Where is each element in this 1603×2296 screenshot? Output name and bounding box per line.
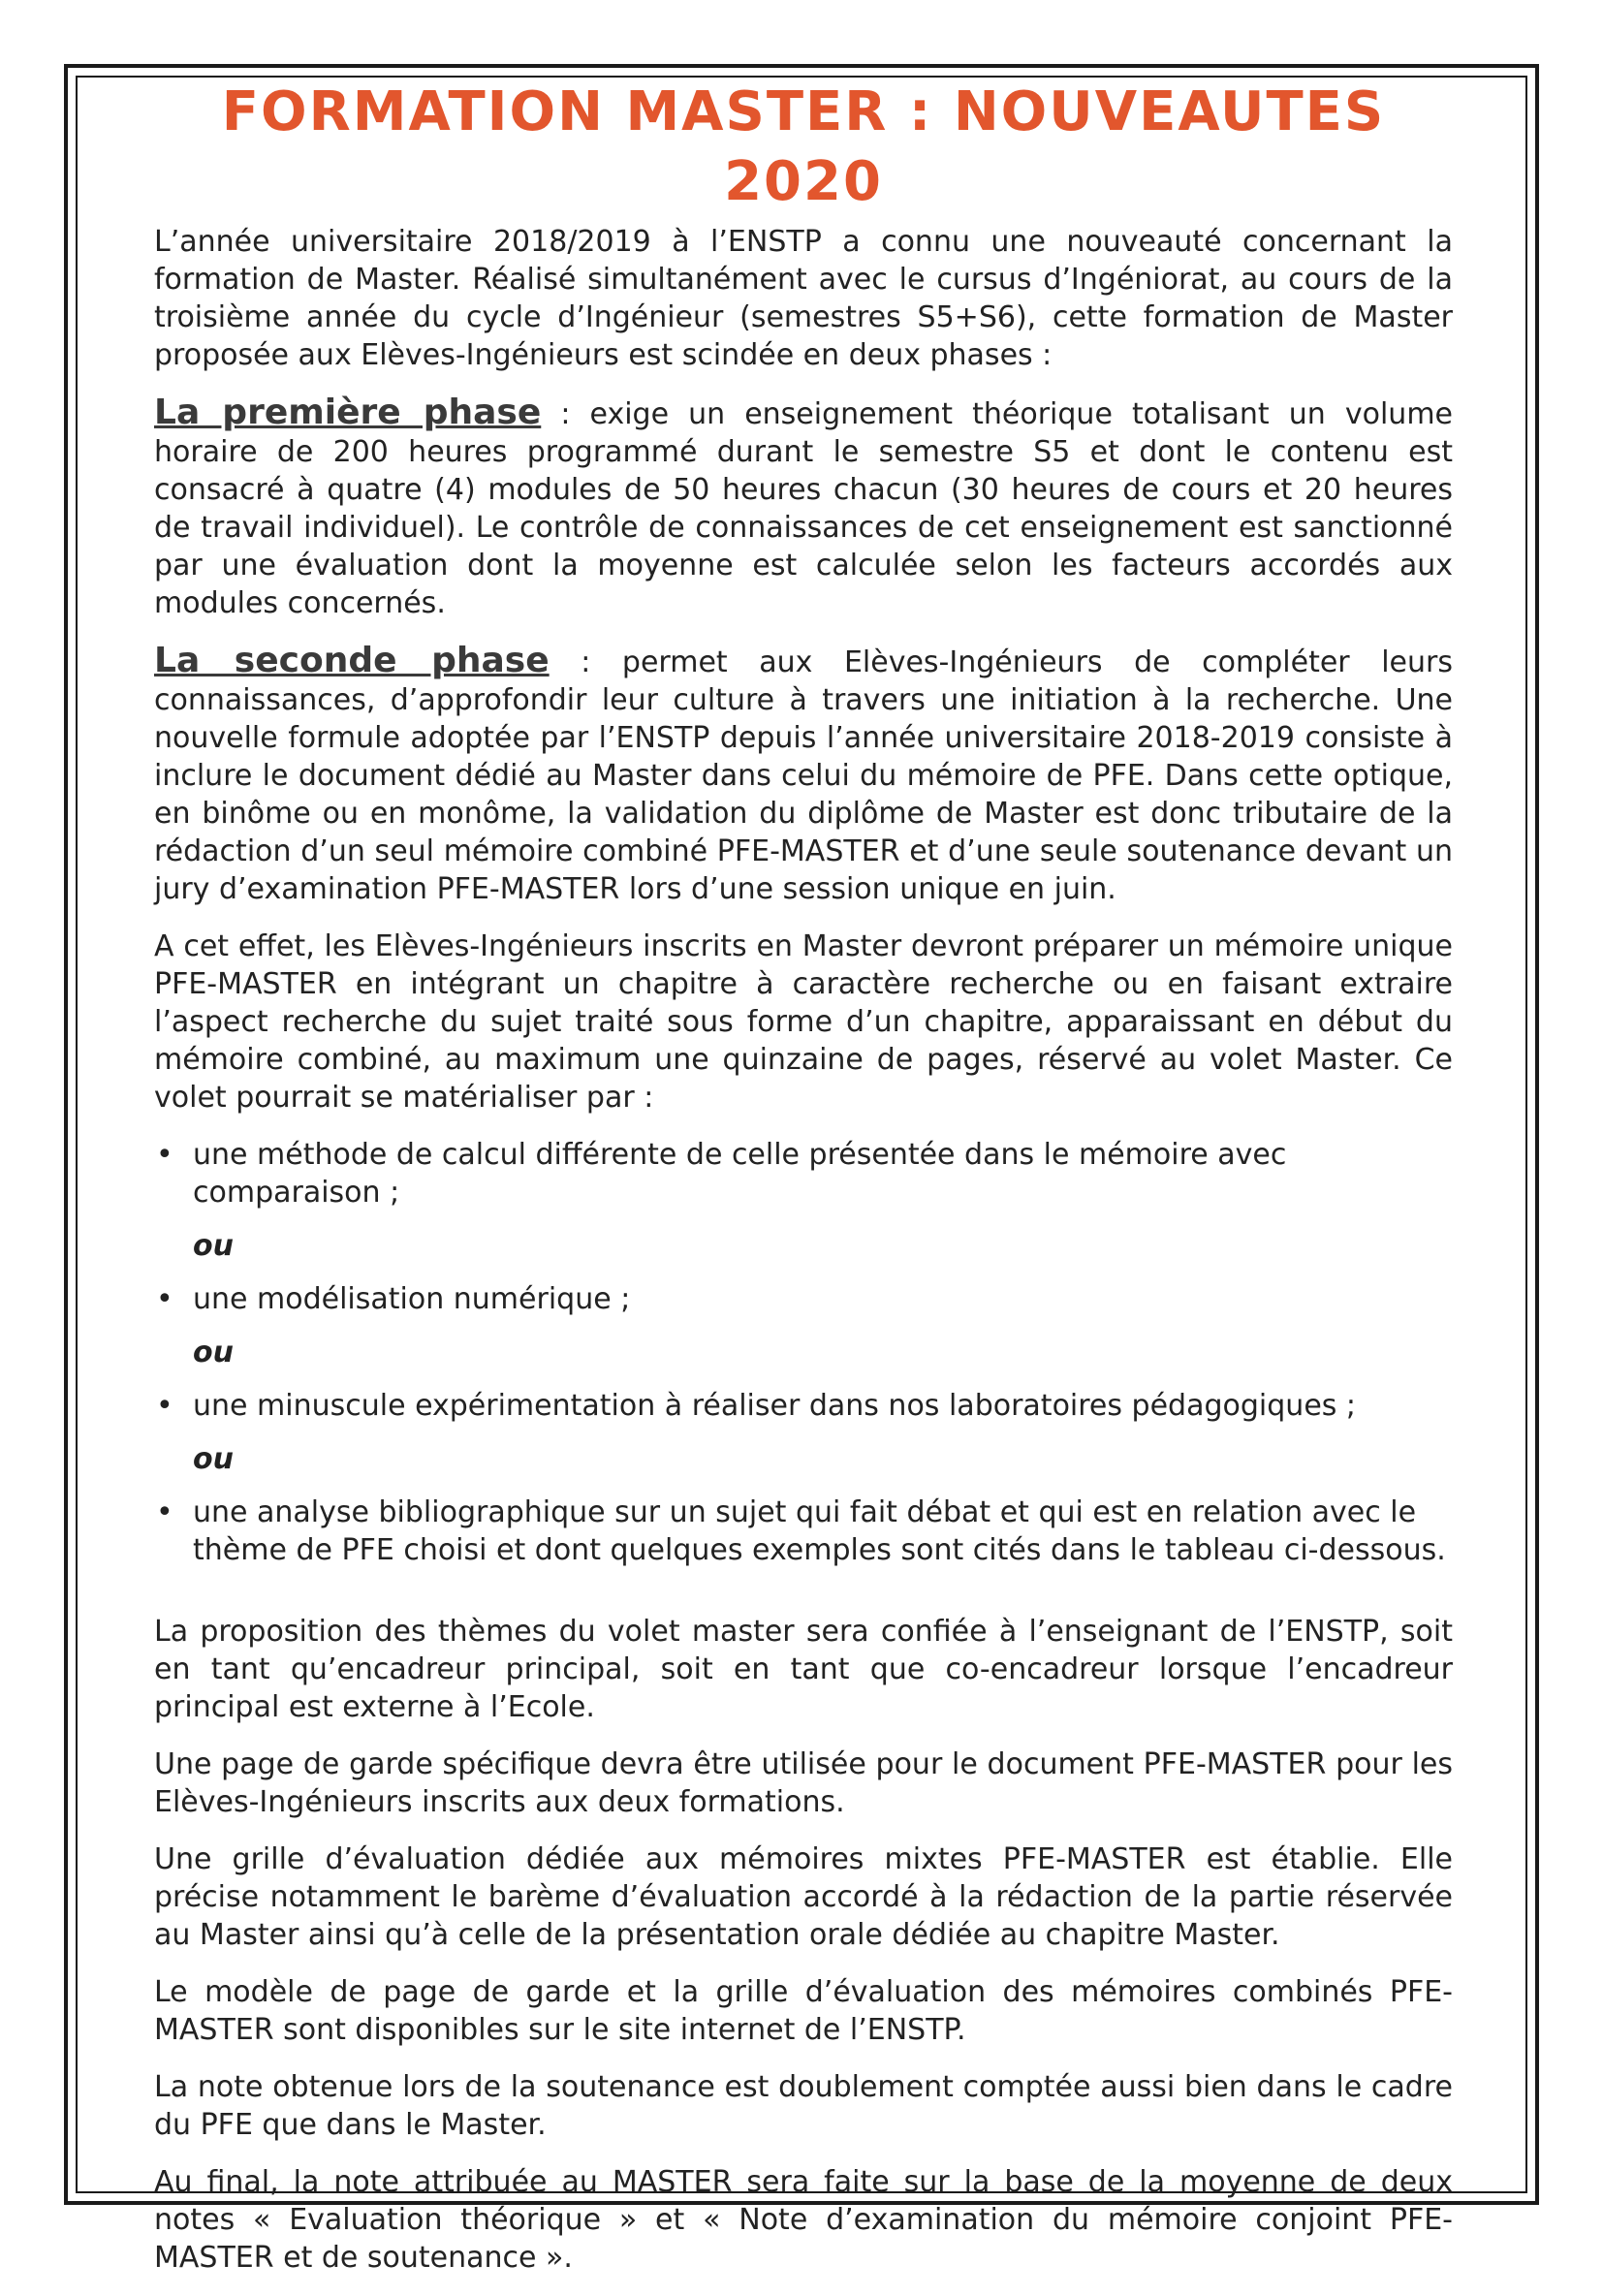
options-list [154, 1387, 1453, 1425]
or-separator: ou [193, 1229, 234, 1263]
options-list [154, 1136, 1453, 1211]
phase2-heading: La seconde phase [154, 641, 550, 680]
phase2-text: : permet aux Elèves-Ingénieurs de compléter leurs connaissances, d’approfondir leur culture à travers une initiation à la recherche. Une nouvelle formule adoptée par l’ENSTP depuis l’année universitaire 2018-2019 consiste à inclure le document dédié au Master dans celui du mémoire de PFE. Dans cette optique, en binôme ou en monôme, la validation du diplôme de Master est donc tributaire de la rédaction d’un seul mémoire combiné PFE-MASTER et d’une seule soutenance devant un jury d’examination PFE-MASTER lors d’une session unique en juin. [154, 645, 1453, 906]
option-text: une méthode de calcul différente de celle présentée dans le mémoire avec comparaison ; [193, 1138, 1287, 1210]
or-separator: ou [193, 1336, 234, 1369]
page-title: FORMATION MASTER : NOUVEAUTES 2020 [221, 80, 1386, 213]
effect-paragraph: A cet effet, les Elèves-Ingénieurs inscrits en Master devront préparer un mémoire unique PFE-MASTER en intégrant un chapitre à caractère recherche ou en faisant extraire l’aspect recherche du sujet traité sous forme d’un chapitre, apparaissant en début du mémoire combiné, au maximum une quinzaine de pages, réservé au volet Master. Ce volet pourrait se matérialiser par : [154, 929, 1453, 1115]
option-text: une modélisation numérique ; [193, 1282, 631, 1316]
document-body [154, 78, 1453, 2296]
phase1-paragraph [154, 393, 1453, 622]
bullet-icon: • [156, 1495, 173, 1529]
list-item [154, 1494, 1453, 1569]
phase1-text: : exige un enseignement théorique totalisant un volume horaire de 200 heures programmé durant le semestre S5 et dont le contenu est consacré à quatre (4) modules de 50 heures chacun (30 heures de cours et 20 heures de travail individuel). Le contrôle de connaissances de cet enseignement est sanctionné par une évaluation dont la moyenne est calculée selon les facteurs accordés aux modules concernés. [154, 397, 1453, 620]
options-list [154, 1280, 1453, 1318]
spacer [154, 1569, 1453, 1613]
option-text: une analyse bibliographique sur un sujet qui fait débat et qui est en relation avec le thème de PFE choisi et dont quelques exemples sont cités dans le tableau ci-dessous. [193, 1495, 1446, 1567]
phase2-paragraph [154, 642, 1453, 908]
bullet-icon: • [156, 1138, 173, 1172]
intro-paragraph: L’année universitaire 2018/2019 à l’ENSTP a connu une nouveauté concernant la formation de Master. Réalisé simultanément avec le cursus d’Ingéniorat, au cours de la troisième année du cycle d’Ingénieur (semestres S5+S6), cette formation de Master proposée aux Elèves-Ingénieurs est scindée en deux phases : [154, 225, 1453, 372]
list-item [154, 1136, 1453, 1211]
final-paragraph: Au final, la note attribuée au MASTER sera faite sur la base de la moyenne de deux notes « Evaluation théorique » et « Note d’examination du mémoire conjoint PFE-MASTER et de soutenance ». [154, 2165, 1453, 2275]
bullet-icon: • [156, 1389, 173, 1423]
evaluation-grid-paragraph: Une grille d’évaluation dédiée aux mémoires mixtes PFE-MASTER est établie. Elle précise notamment le barème d’évaluation accordé à la rédaction de la partie réservée au Master ainsi qu’à celle de la présentation orale dédiée au chapitre Master. [154, 1842, 1453, 1952]
or-separator: ou [193, 1442, 234, 1476]
grade-paragraph: La note obtenue lors de la soutenance est doublement comptée aussi bien dans le cadre du PFE que dans le Master. [154, 2070, 1453, 2142]
list-item [154, 1387, 1453, 1425]
option-text: une minuscule expérimentation à réaliser dans nos laboratoires pédagogiques ; [193, 1389, 1357, 1423]
list-item [154, 1280, 1453, 1318]
proposal-paragraph: La proposition des thèmes du volet master sera confiée à l’enseignant de l’ENSTP, soit en tant qu’encadreur principal, soit en tant que co-encadreur lorsque l’encadreur principal est externe à l’Ecole. [154, 1615, 1453, 1724]
phase1-heading: La première phase [154, 393, 542, 432]
options-list [154, 1494, 1453, 1569]
availability-paragraph: Le modèle de page de garde et la grille d’évaluation des mémoires combinés PFE-MASTER sont disponibles sur le site internet de l’ENSTP. [154, 1975, 1453, 2047]
cover-page-paragraph: Une page de garde spécifique devra être utilisée pour le document PFE-MASTER pour les Elèves-Ingénieurs inscrits aux deux formations. [154, 1747, 1453, 1819]
bullet-icon: • [156, 1282, 173, 1316]
